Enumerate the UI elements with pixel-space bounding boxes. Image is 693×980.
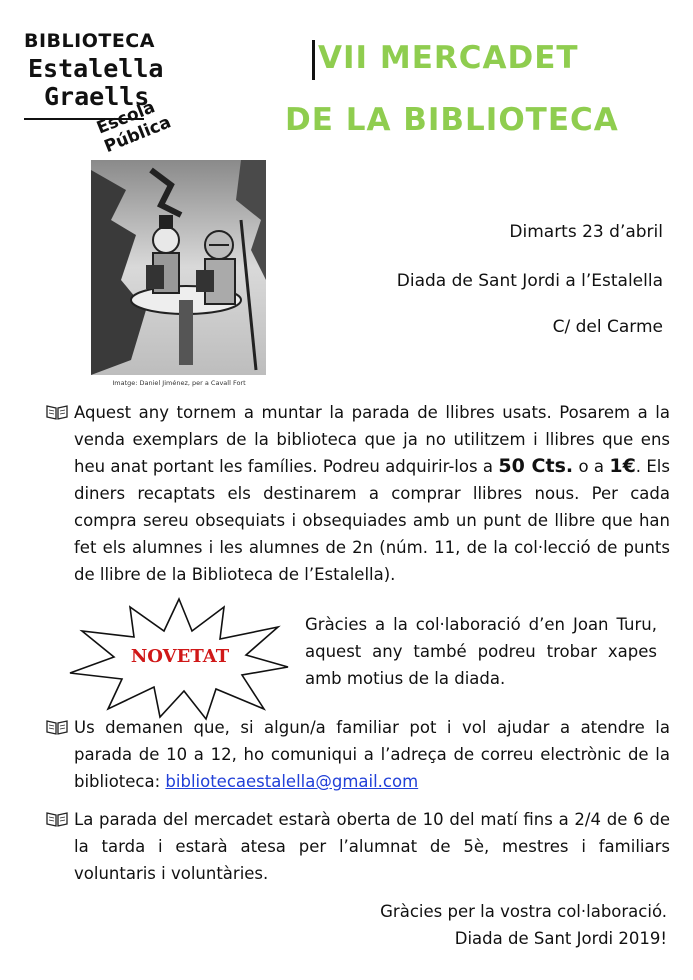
- paragraph-text: . Els diners recaptats els destinarem a comprar llibres nous. Per cada compra sereu obsequiats i obsequiades amb un punt de llibre que han fet els alumnes i les alumnes de 2n (núm. 11, de la col·lecció de punts de llibre de la Biblioteca de l’Estalella).: [74, 457, 670, 584]
- text-cursor-bar: [312, 40, 315, 80]
- closing-sign: Diada de Sant Jordi 2019!: [454, 929, 667, 948]
- novetat-label: NOVETAT: [130, 646, 230, 667]
- open-book-icon: [46, 404, 68, 420]
- logo-line-escola: Escola Pública: [94, 97, 174, 158]
- knight-reading-illustration: [91, 160, 266, 388]
- logo-line-graells: Graells: [44, 82, 150, 111]
- paragraph-opening-hours: La parada del mercadet estarà oberta de 10 del matí fins a 2/4 de 6 de la tarda i estarà atesa per l’alumnat de 5è, mestres i familiars voluntaris i voluntàries.: [74, 810, 670, 883]
- event-date: Dimarts 23 d’abril: [509, 222, 663, 242]
- open-book-icon: [46, 811, 68, 827]
- page-title-line2: DE LA BIBLIOTECA: [285, 102, 619, 138]
- paragraph-text: Us demanen que, si algun/a familiar pot i vol ajudar a atendre la parada de 10 a 12, ho comuniqui a l’adreça de correu electrònic de la biblioteca:: [74, 718, 670, 791]
- closing-thanks: Gràcies per la vostra col·laboració.: [380, 902, 667, 921]
- page-title-line1: VII MERCADET: [318, 40, 579, 76]
- paragraph-used-books: [74, 399, 670, 588]
- novetat-starburst: [68, 597, 290, 721]
- event-street: C/ del Carme: [552, 317, 663, 337]
- library-logo: [24, 30, 194, 158]
- open-book-icon: [46, 719, 68, 735]
- logo-line-biblioteca: BIBLIOTECA: [24, 30, 155, 52]
- novetat-text: Gràcies a la col·laboració d’en Joan Turu, aquest any també podreu trobar xapes amb motius de la diada.: [305, 615, 657, 688]
- price-50-cents: 50 Cts.: [498, 455, 574, 477]
- email-link[interactable]: bibliotecaestalella@gmail.com: [165, 772, 419, 791]
- price-1-euro: 1€: [609, 455, 636, 477]
- paragraph-volunteers: [74, 714, 670, 795]
- paragraph-text: o a: [573, 457, 610, 476]
- paragraph-text: Aquest any tornem a muntar la parada de llibres usats. Posarem a la venda exemplars de la biblioteca que ja no utilitzem i llibres que ens heu anat portant les famílies. Podreu adquirir-los a: [74, 403, 670, 476]
- logo-line-estalella: Estalella: [28, 54, 164, 83]
- event-day: Diada de Sant Jordi a l’Estalella: [396, 271, 663, 291]
- illustration-credit: Imatge: Daniel Jiménez, per a Cavall Fort: [112, 379, 246, 387]
